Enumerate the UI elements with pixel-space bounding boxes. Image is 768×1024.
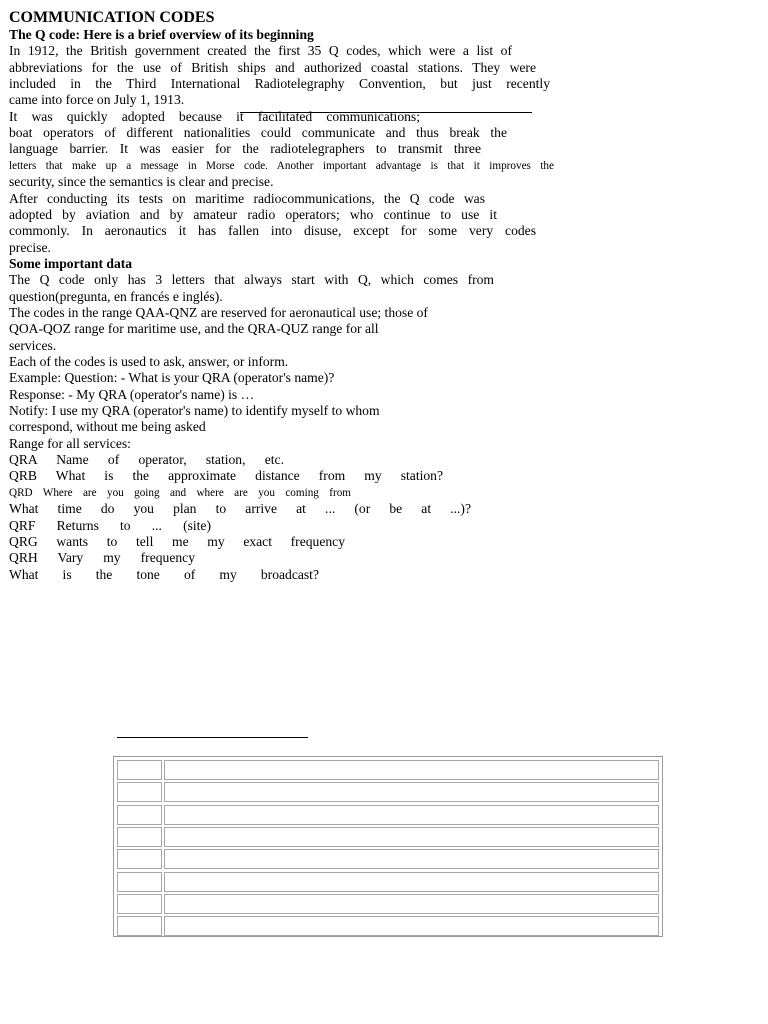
- table-cell: [117, 849, 162, 869]
- text-line: The codes in the range QAA-QNZ are reserved for aeronautical use; those of: [9, 304, 428, 320]
- table-cell: [164, 827, 659, 847]
- text-line: What time do you plan to arrive at ... (or be at ...)?: [9, 501, 471, 517]
- text-line: adopted by aviation and by amateur radio operators; who continue to use it: [9, 206, 497, 222]
- signature-line: [117, 737, 308, 738]
- table-cell: [117, 805, 162, 825]
- text-line: commonly. In aeronautics it has fallen into disuse, except for some very codes: [9, 223, 536, 239]
- text-line: QRB What is the approximate distance from my station?: [9, 468, 443, 484]
- table-cell: [164, 872, 659, 892]
- text-line: question(pregunta, en francés e inglés).: [9, 288, 223, 304]
- text-line: Example: Question: - What is your QRA (operator's name)?: [9, 370, 335, 386]
- text-line: QOA-QOZ range for maritime use, and the QRA-QUZ range for all: [9, 321, 379, 337]
- table-cell: [117, 827, 162, 847]
- text-line: Response: - My QRA (operator's name) is …: [9, 386, 255, 402]
- table-cell: [164, 849, 659, 869]
- text-line: letters that make up a message in Morse code. Another important advantage is that it improves the: [9, 159, 554, 172]
- table-cell: [164, 916, 659, 936]
- text-line: QRA Name of operator, station, etc.: [9, 452, 284, 468]
- text-line: QRD Where are you going and where are you coming from: [9, 486, 351, 499]
- form-table: [113, 756, 663, 937]
- text-line: QRF Returns to ... (site): [9, 517, 211, 533]
- text-line: It was quickly adopted because it facilitated communications;: [9, 108, 420, 124]
- text-line: language barrier. It was easier for the radiotelegraphers to transmit three: [9, 141, 481, 157]
- text-line: included in the Third International Radiotelegraphy Convention, but just recently: [9, 76, 550, 92]
- text-line: QRG wants to tell me my exact frequency: [9, 533, 345, 549]
- table-cell: [117, 894, 162, 914]
- table-cell: [117, 872, 162, 892]
- text-line: Each of the codes is used to ask, answer, or inform.: [9, 354, 289, 369]
- text-line: After conducting its tests on maritime radiocommunications, the Q code was: [9, 190, 485, 206]
- text-line: Notify: I use my QRA (operator's name) to identify myself to whom: [9, 403, 380, 419]
- table-cell: [117, 916, 162, 936]
- table-cell: [164, 760, 659, 780]
- text-line: precise.: [9, 239, 51, 255]
- table-cell: [117, 760, 162, 780]
- text-line: came into force on July 1, 1913.: [9, 92, 185, 108]
- table-cell: [164, 894, 659, 914]
- text-line: The Q code only has 3 letters that always start with Q, which comes from: [9, 272, 494, 288]
- text-line: services.: [9, 337, 57, 353]
- section-heading: The Q code: Here is a brief overview of its beginning: [9, 27, 314, 42]
- section-heading: Some important data: [9, 255, 133, 271]
- text-line: What is the tone of my broadcast?: [9, 566, 319, 582]
- text-line: abbreviations for the use of British ships and authorized coastal stations. They were: [9, 59, 536, 75]
- text-line: boat operators of different nationalities could communicate and thus break the: [9, 125, 507, 141]
- table-cell: [117, 782, 162, 802]
- table-cell: [164, 782, 659, 802]
- text-line: QRH Vary my frequency: [9, 550, 195, 566]
- underline-rule: [240, 112, 532, 113]
- document-title: COMMUNICATION CODES: [9, 9, 215, 26]
- text-line: Range for all services:: [9, 435, 131, 451]
- text-line: correspond, without me being asked: [9, 419, 206, 435]
- text-line: In 1912, the British government created the first 35 Q codes, which were a list of: [9, 43, 512, 59]
- table-cell: [164, 805, 659, 825]
- text-line: security, since the semantics is clear and precise.: [9, 174, 274, 190]
